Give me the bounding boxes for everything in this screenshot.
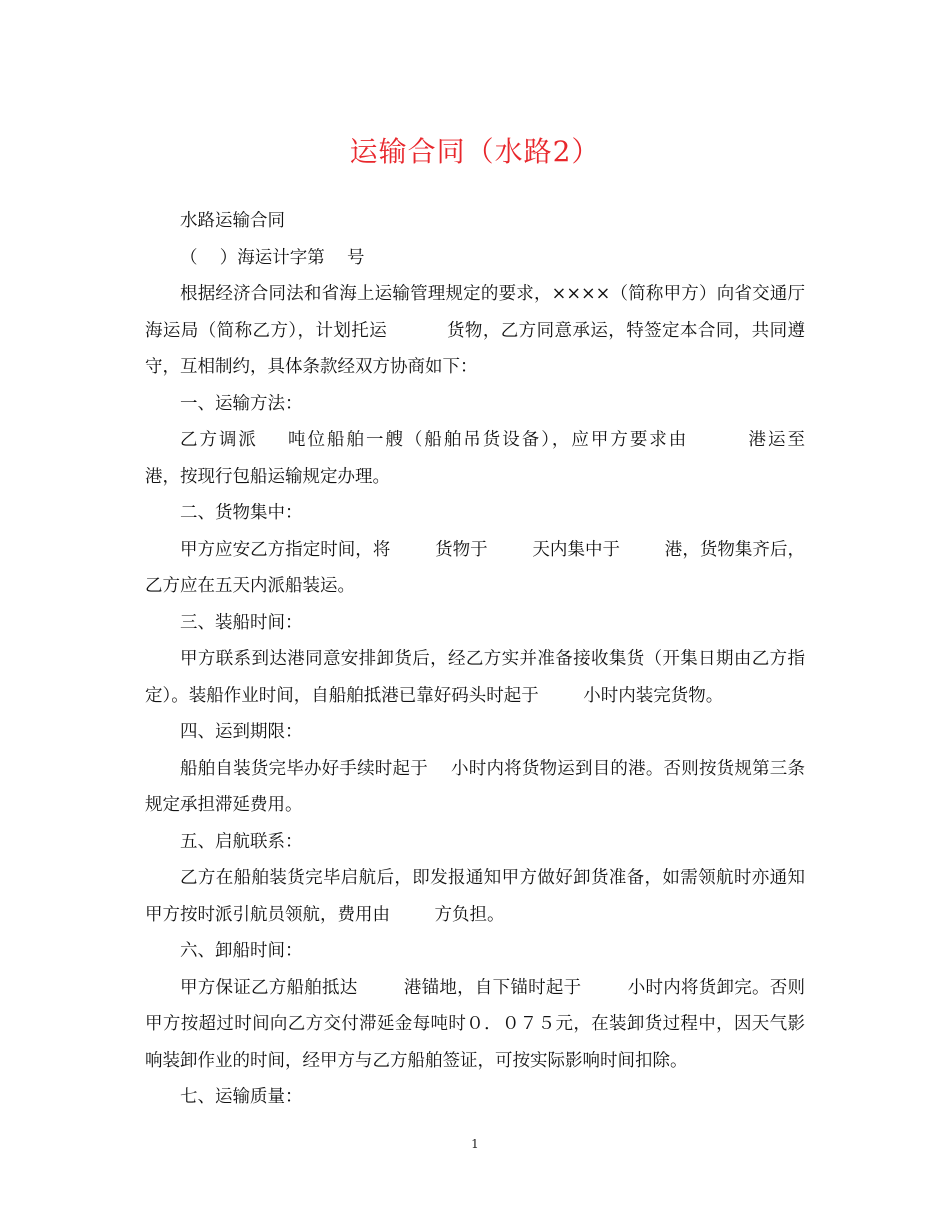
paragraph-unloading-time: 甲方保证乙方船舶抵达 港锚地，自下锚时起于 小时内将货卸完。否则甲方按超过时间向乙方交付滞延金每吨时０．０７５元，在装卸货过程中，因天气影响装卸作业的时间，经甲方与乙方船舶签证，可按实际影响时间扣除。: [145, 977, 805, 1071]
section-heading-transport-quality: 七、运输质量：: [180, 1087, 303, 1107]
section-heading-unloading-time: 六、卸船时间：: [180, 941, 303, 961]
paragraph-loading-time: 甲方联系到达港同意安排卸货后，经乙方实并准备接收集货（开集日期由乙方指定）。装船作业时间，自船舶抵港已靠好码头时起于 小时内装完货物。: [145, 649, 805, 706]
section-heading-delivery-deadline: 四、运到期限：: [180, 722, 303, 742]
section-heading-transport-method: 一、运输方法：: [180, 393, 303, 414]
section-heading-cargo-collection: 二、货物集中：: [180, 503, 303, 523]
paragraph-delivery-deadline: 船舶自装货完毕办好手续时起于 小时内将货物运到目的港。否则按货规第三条规定承担滞延费用。: [145, 758, 805, 815]
paragraph-contract-number: （ ）海运计字第 号: [180, 247, 365, 268]
section-heading-departure-contact: 五、启航联系：: [180, 831, 303, 852]
document-body: [145, 203, 850, 1116]
section-heading-loading-time: 三、装船时间：: [180, 612, 303, 633]
paragraph-departure-contact: 乙方在船舶装货完毕启航后，即发报通知甲方做好卸货准备，如需领航时亦通知甲方按时派引航员领航，费用由 方负担。: [145, 868, 805, 925]
paragraph-preamble: 根据经济合同法和省海上运输管理规定的要求，××××（简称甲方）向省交通厅海运局（简称乙方），计划托运 货物，乙方同意承运，特签定本合同，共同遵守，互相制约，具体条款经双方协商如下：: [145, 284, 805, 377]
document-title: 运输合同（水路2）: [349, 135, 601, 168]
page-number: 1: [471, 1137, 479, 1151]
paragraph-heading: 水路运输合同: [180, 211, 285, 231]
paragraph-cargo-collection: 甲方应安乙方指定时间，将 货物于 天内集中于 港，货物集齐后，乙方应在五天内派船装运。: [145, 539, 805, 596]
paragraph-transport-method: 乙方调派 吨位船舶一艘（船舶吊货设备），应甲方要求由 港运至 港，按现行包船运输规定办理。: [145, 430, 850, 487]
